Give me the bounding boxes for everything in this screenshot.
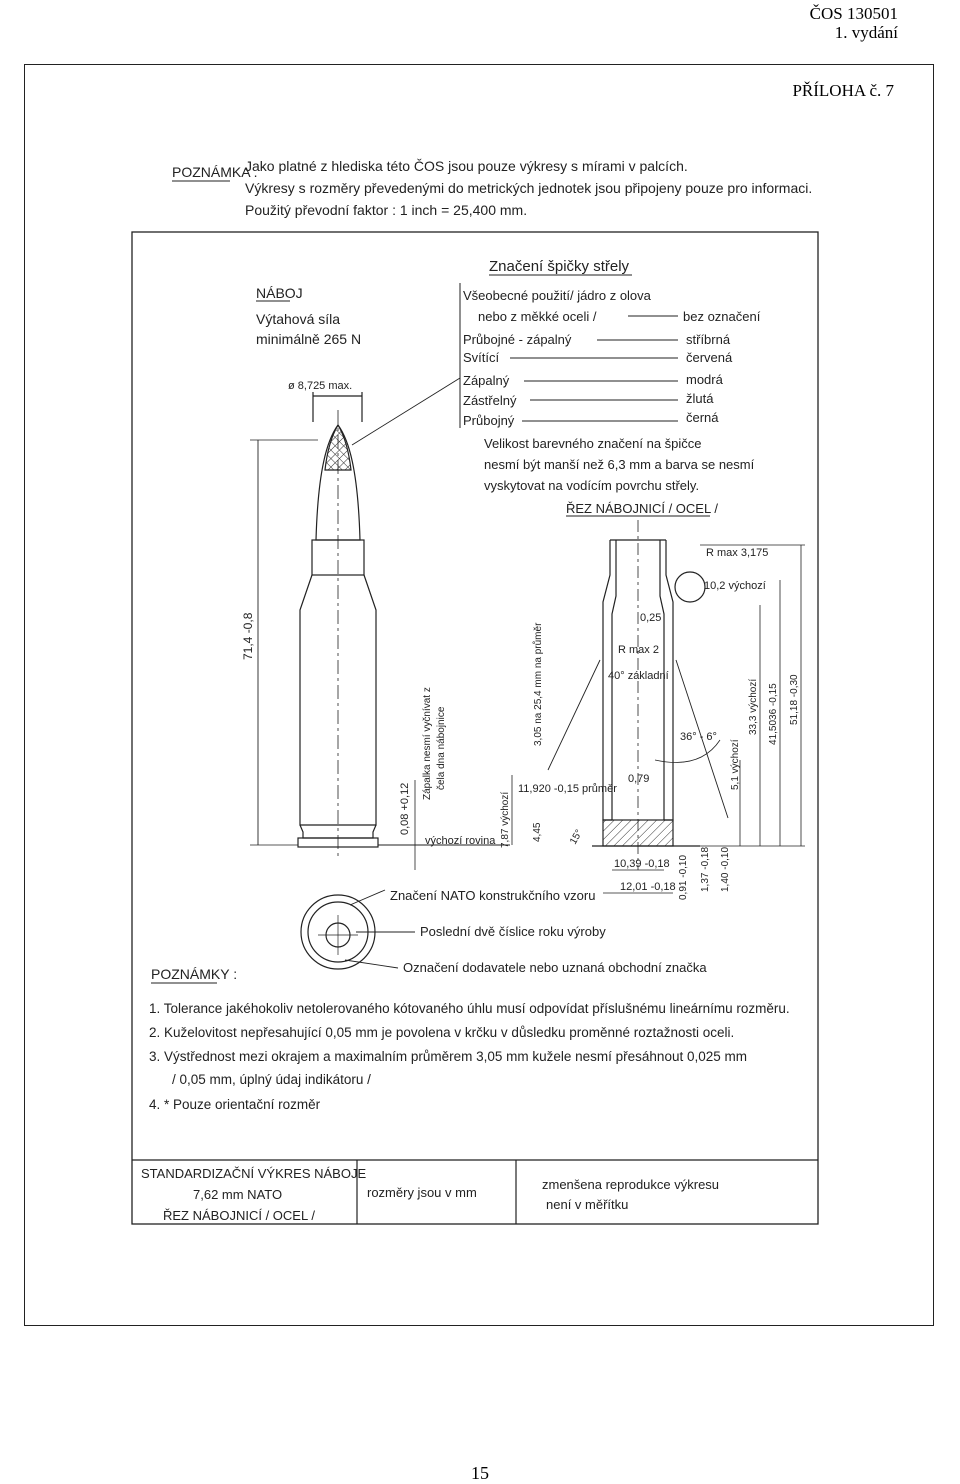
tip-color-5: žlutá	[686, 391, 714, 406]
tip-color-4: modrá	[686, 372, 723, 387]
label-d415: 41,5036 -0,15	[768, 683, 779, 745]
note-line-1: Jako platné z hlediska této ČOS jsou pouze výkresy s mírami v palcích.	[245, 158, 688, 174]
header-note	[172, 158, 812, 218]
note-label: POZNÁMKA .	[172, 164, 258, 180]
max-diameter: ø 8,725 max.	[288, 380, 353, 392]
note-item-1: 1. Tolerance jakéhokoliv netolerovaného kótovaného úhlu musí odpovídat příslušnému lineárnímu rozměru.	[149, 1001, 790, 1016]
tip-type-6: Průbojný	[463, 413, 515, 428]
tip-type-1: nebo z měkké oceli /	[478, 309, 597, 324]
tip-type-5: Zástřelný	[463, 393, 517, 408]
primer-tolerance: 0,08 +0,12	[399, 782, 411, 835]
overall-length: 71,4 -0,8	[241, 612, 255, 660]
label-d787: 7,87 výchozí	[500, 791, 511, 848]
label-d333: 33,3 výchozí	[748, 678, 759, 735]
note-item-4: 4. * Pouze orientační rozměr	[149, 1097, 321, 1112]
label-r-max: R max 3,175	[706, 547, 769, 559]
case-section-labels	[500, 547, 800, 900]
label-d11920: 11,920 -0,15 průměr	[518, 783, 617, 795]
tip-marking-title: Značení špičky střely	[489, 258, 630, 275]
label-r-max2: R max 2	[618, 644, 659, 656]
title-block	[132, 1160, 818, 1224]
tip-size-note-2: nesmí být manší než 6,3 mm a barva se nesmí	[484, 457, 755, 472]
label-d079: 0,79	[628, 773, 650, 785]
label-angle40: 40° základní	[608, 670, 669, 682]
tip-type-2: Průbojné - zápalný	[463, 332, 572, 347]
label-angle15: 15°	[568, 827, 586, 847]
label-d51: 5,1 výchozí	[730, 739, 741, 790]
base-mark-2: Poslední dvě číslice roku výroby	[420, 924, 606, 939]
tip-color-2: stříbrná	[686, 332, 731, 347]
tip-type-3: Svítící	[463, 350, 500, 365]
section-title: ŘEZ NÁBOJNICÍ / OCEL /	[566, 501, 718, 516]
label-d140: 1,40 -0,10	[720, 846, 731, 892]
label-d1201: 12,01 -0,18	[620, 881, 676, 893]
title-block-right-2: není v měřítku	[546, 1197, 629, 1212]
title-block-left-3: ŘEZ NÁBOJNICÍ / OCEL /	[163, 1208, 315, 1223]
primer-note-2: čela dna nábojnice	[436, 706, 447, 790]
note-item-3: 3. Výstřednost mezi okrajem a maximalním průměrem 3,05 mm kužele nesmí přesáhnout 0,025 mm	[149, 1049, 747, 1064]
title-block-right-1: zmenšena reprodukce výkresu	[542, 1177, 720, 1192]
label-angle36: 36° - 6°	[680, 731, 717, 743]
doc-code: ČOS 130501	[809, 4, 898, 23]
note-item-3b: / 0,05 mm, úplný údaj indikátoru /	[172, 1072, 371, 1087]
note-line-3: Použitý převodní faktor : 1 inch = 25,400 mm.	[245, 202, 528, 218]
base-mark-1: Značení NATO konstrukčního vzoru	[390, 888, 596, 903]
cartridge-labels	[256, 285, 361, 392]
title-block-left-2: 7,62 mm NATO	[193, 1187, 283, 1202]
tip-color-1: bez označení	[683, 309, 761, 324]
tip-marking-table	[460, 258, 761, 516]
tip-type-4: Zápalný	[463, 373, 510, 388]
primer-note-1: Zápalka nesmí vyčnívat z	[422, 687, 433, 800]
note-line-2: Výkresy s rozměry převedenými do metrických jednotek jsou připojeny pouze pro informaci.	[245, 180, 813, 196]
case-section-drawing	[512, 520, 805, 893]
annex-label: PŘÍLOHA č. 7	[792, 81, 894, 100]
tip-size-note-3: vyskytovat na vodícím povrchu střely.	[484, 478, 700, 493]
tip-type-0: Všeobecné použití/ jádro z olova	[463, 288, 651, 303]
label-r-start: 10,2 výchozí	[704, 580, 766, 592]
title-block-units: rozměry jsou v mm	[367, 1185, 477, 1200]
title-block-left-1: STANDARDIZAČNÍ VÝKRES NÁBOJE	[141, 1166, 367, 1181]
tip-size-note-1: Velikost barevného značení na špičce	[484, 436, 702, 451]
edition: 1. vydání	[834, 23, 898, 42]
note-item-2: 2. Kuželovitost nepřesahující 0,05 mm je povolena v krčku v důsledku proměnné roztažnosti oceli.	[149, 1025, 735, 1040]
page-number: 15	[471, 1463, 489, 1483]
label-d445: 4,45	[532, 822, 543, 842]
base-plane-label: výchozí rovina	[425, 835, 496, 847]
label-d025: 0,25	[640, 612, 662, 624]
label-d091: 0,91 -0,10	[678, 854, 689, 900]
pull-force-2: minimálně 265 N	[256, 331, 362, 347]
cartridge-drawing	[250, 378, 510, 870]
notes-label: POZNÁMKY :	[151, 966, 238, 982]
tip-color-3: červená	[686, 350, 733, 365]
tip-color-6: černá	[686, 410, 719, 425]
notes-section	[149, 966, 790, 1112]
cartridge-title: NÁBOJ	[256, 285, 303, 301]
pull-force-1: Výtahová síla	[256, 311, 341, 327]
label-d1039: 10,39 -0,18	[614, 858, 670, 870]
base-mark-3: Označení dodavatele nebo uznaná obchodní značka	[403, 960, 707, 975]
label-d305: 3,05 na 25,4 mm na průměr	[533, 622, 544, 746]
label-d5118: 51,18 -0,30	[789, 674, 800, 725]
label-d137: 1,37 -0,18	[700, 846, 711, 892]
